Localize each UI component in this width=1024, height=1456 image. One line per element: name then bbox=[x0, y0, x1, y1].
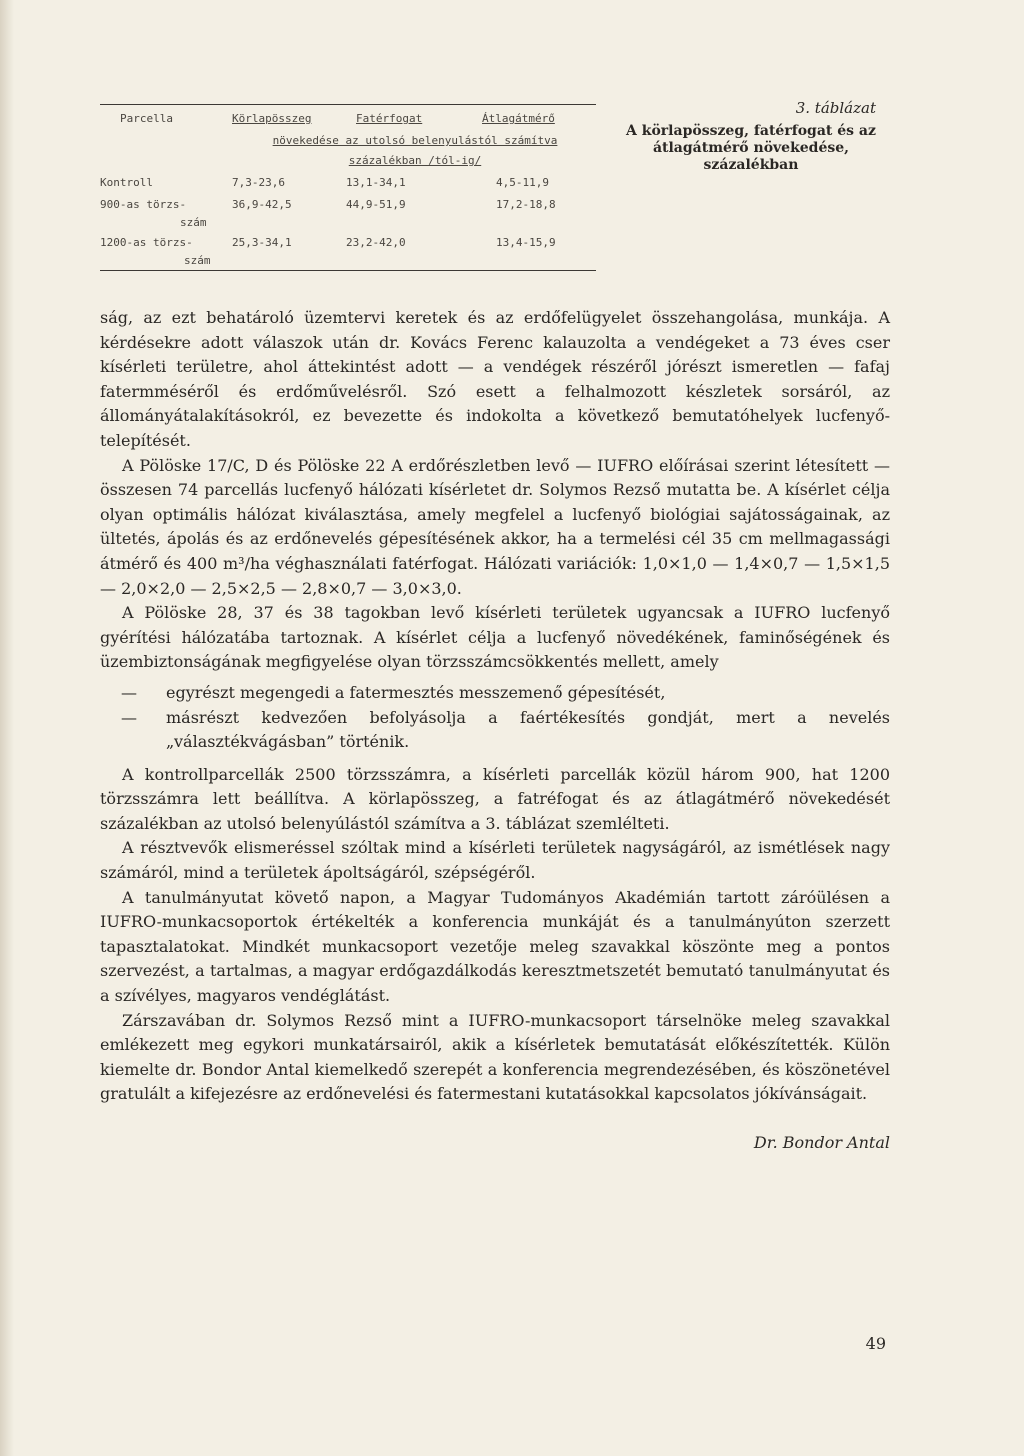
row-label: Kontroll bbox=[100, 176, 153, 189]
cell-faterfogat: 13,1-34,1 bbox=[346, 176, 406, 189]
paragraph: ság, az ezt behatároló üzemtervi keretek és az erdőfelügyelet összehangolása, munkája. A kérdésekre adott válaszok után dr. Kovács Ferenc kalauzolta a vendégeket a 73 éves cser kísérleti területre, ahol áttekintést adott — a vendégek részéről jórészt ismeretlen — fafaj fatermméséről és erdőművelésről. Szó esett a felhalmozott készletek sorsáról, az állományátalakításokról, ez bevezette és indokolta a következő bemutatóhelyek lucfenyő-telepítését. bbox=[100, 308, 890, 450]
table-header-row bbox=[100, 112, 596, 128]
table-row bbox=[100, 236, 596, 267]
table-row bbox=[100, 176, 596, 192]
page-number: 49 bbox=[865, 1334, 886, 1353]
cell-faterfogat: 44,9-51,9 bbox=[346, 198, 406, 211]
paragraph: A Pölöske 17/C, D és Pölöske 22 A erdőrészletben levő — IUFRO előírásai szerint létesített — összesen 74 parcellás lucfenyő hálózati kísérletet dr. Solymos Rezső mutatta be. A kísérlet célja olyan optimális hálózat kiválasztása, amely megfelel a lucfenyő biológiai sajátosságainak, az ültetés, ápolás és az erdőnevelés gépesítésének akkor, ha a termelési cél 35 cm mellmagassági átmérő és 400 m³/ha véghasználati fatérfogat. Hálózati variációk: 1,0×1,0 — 1,4×0,7 — 1,5×1,5 — 2,0×2,0 — 2,5×2,5 — 2,8×0,7 — 3,0×3,0. bbox=[100, 455, 890, 598]
table-top-rule bbox=[100, 104, 596, 105]
list-item bbox=[100, 706, 890, 755]
bullet-list bbox=[100, 681, 890, 755]
table-bottom-rule bbox=[100, 270, 596, 271]
table-caption bbox=[626, 99, 876, 174]
author-signature: Dr. Bondor Antal bbox=[753, 1133, 890, 1152]
table-row bbox=[100, 198, 596, 229]
header-faterfogat: Fatérfogat bbox=[356, 112, 423, 125]
row-label: 1200-as törzs- bbox=[100, 236, 193, 249]
table-subheader-2: százalékban /tól-ig/ bbox=[348, 154, 482, 167]
header-parcella: Parcella bbox=[120, 112, 173, 125]
bullet-dash: — bbox=[121, 707, 137, 727]
cell-korlap: 25,3-34,1 bbox=[232, 236, 292, 249]
page-spine-shadow bbox=[0, 0, 14, 1456]
paragraph: A résztvevők elismeréssel szóltak mind a kísérleti területek nagyságáról, az ismétlések nagy számáról, mind a területek ápoltságáról, szépségéről. bbox=[100, 838, 890, 883]
row-label-sub: szám bbox=[184, 254, 211, 267]
cell-atlag: 17,2-18,8 bbox=[496, 198, 556, 211]
paragraph: Zárszavában dr. Solymos Rezső mint a IUFRO-munkacsoport társelnöke meleg szavakkal emlékezett meg egykori munkatársairól, akik a kísérletek bemutatását előkészítették. Külön kiemelte dr. Bondor Antal kiemelkedő szerepét a konferencia megrendezésében, és köszönetével gratulált a kifejezésre az erdőnevelési és fatermestani kutatásokkal kapcsolatos jókívánságait. bbox=[100, 1010, 890, 1104]
paragraph: A Pölöske 28, 37 és 38 tagokban levő kísérleti területek ugyancsak a IUFRO lucfenyő gyérítési hálózatába tartoznak. A kísérlet célja a lucfenyő növedékének, faminőségének és üzembiztonságának megfigyelése olyan törzsszámcsökkentés mellett, amely bbox=[100, 603, 890, 672]
bullet-dash: — bbox=[121, 682, 137, 702]
cell-faterfogat: 23,2-42,0 bbox=[346, 236, 406, 249]
row-label: 900-as törzs- bbox=[100, 198, 187, 211]
cell-korlap: 36,9-42,5 bbox=[232, 198, 292, 211]
article-body bbox=[100, 306, 890, 1107]
table-caption-title: A körlapösszeg, fatérfogat és az átlagátmérő növekedése, százalékban bbox=[626, 123, 876, 173]
paragraph: A tanulmányutat követő napon, a Magyar Tudományos Akadémián tartott záróülésen a IUFRO-munkacsoportok értékelték a konferencia munkáját és a tanulmányúton szerzett tapasztalatokat. Mindkét munkacsoport vezetője meleg szavakkal köszönte meg a pontos szervezést, a tartalmas, a magyar erdőgazdálkodás keresztmetszetét bemutató tanulmányutat és a szívélyes, magyaros vendéglátást. bbox=[100, 887, 890, 1006]
list-item bbox=[100, 681, 890, 706]
list-item-text: másrészt kedvezően befolyásolja a faértékesítés gondját, mert a nevelés „választékvágásban” történik. bbox=[166, 707, 890, 752]
header-korlaposszeg: Körlapösszeg bbox=[232, 112, 312, 125]
row-label-sub: szám bbox=[180, 216, 207, 229]
list-item-text: egyrészt megengedi a fatermesztés messzemenő gépesítését, bbox=[166, 682, 666, 702]
cell-korlap: 7,3-23,6 bbox=[232, 176, 285, 189]
table-subheader-1: növekedése az utolsó belenyulástól számítva bbox=[272, 134, 558, 147]
cell-atlag: 13,4-15,9 bbox=[496, 236, 556, 249]
table-caption-number: 3. táblázat bbox=[795, 99, 876, 117]
header-atlagatmero: Átlagátmérő bbox=[482, 112, 555, 125]
paragraph: A kontrollparcellák 2500 törzsszámra, a kísérleti parcellák közül három 900, hat 1200 törzsszámra lett beállítva. A körlapösszeg, a fatréfogat és az átlagátmérő növekedését százalékban az utolsó belenyúlástól számítva a 3. táblázat szemlélteti. bbox=[100, 764, 890, 833]
cell-atlag: 4,5-11,9 bbox=[496, 176, 549, 189]
